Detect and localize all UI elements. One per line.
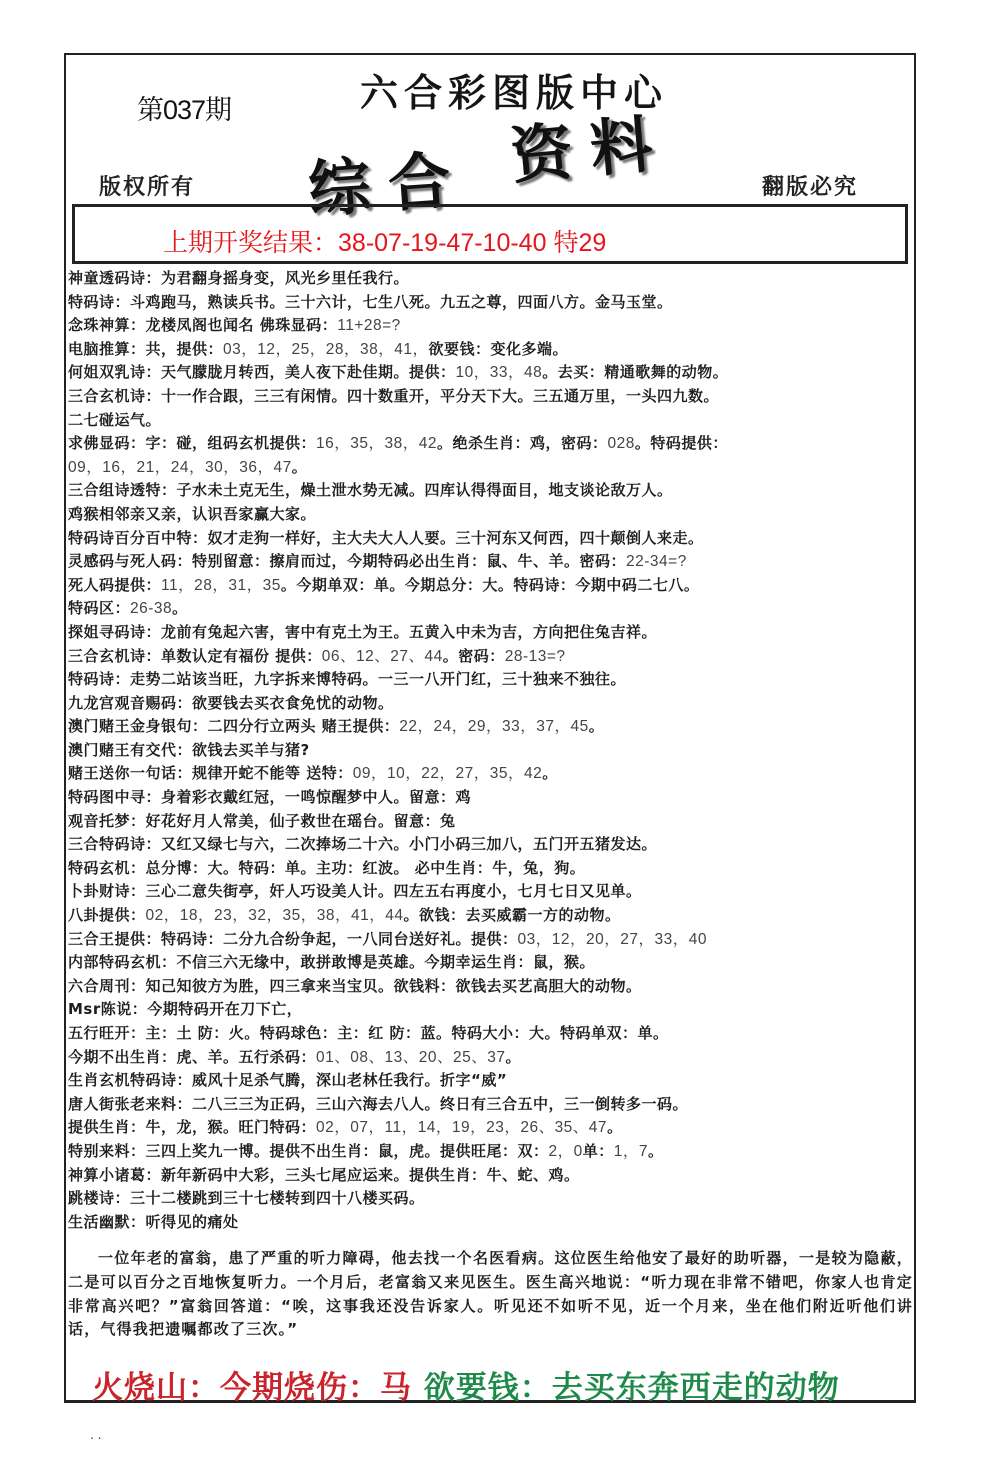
line-label: 澳门赌王有交代： <box>68 740 193 759</box>
line-text: 总分博：大。特码：单。主功：红波。 必中生肖：牛，兔，狗。 <box>145 858 586 877</box>
line-text: 龙前有兔起六害，害中有克土为王。五黄入中未为吉，方向把住兔吉祥。 <box>161 622 658 641</box>
content-line <box>68 1164 913 1188</box>
content-line <box>68 314 913 338</box>
line-text: 特码诗：二分九合纷争起，一八同台送好礼。提供：03，12，20，27，33，40 <box>161 929 707 948</box>
line-label: 三合特码诗： <box>68 835 162 854</box>
footer-green-text: 欲要钱：去买东奔西走的动物 <box>423 1370 840 1406</box>
line-text: 走势二站该当旺，九字拆来博特码。一三一八开门红，三十独来不独往。 <box>130 670 627 689</box>
content-line <box>68 574 913 598</box>
line-label: 神算小诸葛： <box>68 1165 162 1184</box>
line-label: 今期不出生肖： <box>68 1047 177 1066</box>
content-line <box>68 810 913 834</box>
line-label: 念珠神算： <box>68 316 146 335</box>
line-label: 跳楼诗： <box>68 1189 131 1208</box>
line-text: 为君翻身摇身变，风光乡里任我行。 <box>161 269 410 287</box>
line-text: 三心二意失街亭，奸人巧设美人计。四左五右再度小，七月七日又见单。 <box>145 882 642 901</box>
content-line <box>68 1187 913 1211</box>
publisher-title: 六合彩图版中心 <box>360 71 669 115</box>
main-title-part1: 综合 <box>305 142 471 227</box>
copyright-right: 翻版必究 <box>762 175 859 200</box>
line-text: 二八三三为正码，三山六海去八人。终日有三合五中，三一倒转多一码。 <box>192 1094 689 1113</box>
line-label: 唐人街张老来料： <box>68 1094 193 1113</box>
content-line <box>68 1046 913 1070</box>
line-label: 灵感码与死人码： <box>68 552 193 571</box>
content-line <box>68 998 913 1022</box>
line-label: 生肖玄机特码诗： <box>68 1071 193 1090</box>
line-text: 虎、羊。五行杀码：01、08、13、20、25、37。 <box>176 1047 521 1066</box>
line-label: 八卦提供： <box>68 906 146 925</box>
last-result-numbers: 38-07-19-47-10-40 <box>338 229 547 257</box>
line-text: 子水未土克无生，燥土泄水势无减。四库认得得面目，地支谈论敌万人。 <box>176 481 673 500</box>
line-text: 特别留意：擦肩而过，今期特码必出生肖：鼠、牛、羊。密码：22-34=? <box>192 552 687 571</box>
line-label: 三合组诗透特： <box>68 481 177 500</box>
line-label: 探姐寻码诗： <box>68 622 162 641</box>
content-line <box>68 762 913 786</box>
trailing-marks: . . <box>90 1428 102 1442</box>
content-line <box>68 928 913 952</box>
content-line <box>68 527 913 551</box>
last-result-label: 上期开奖结果： <box>163 229 339 257</box>
line-text: 牛，龙，猴。旺门特码：02，07，11，14，19，23，26、35、47。 <box>145 1118 623 1137</box>
content-line <box>68 975 913 999</box>
line-text: 龙楼凤阁也闻名 佛珠显码：11+28=? <box>145 316 401 335</box>
line-label: 特码玄机： <box>68 858 146 877</box>
content-line <box>68 1069 913 1093</box>
line-label: 九龙宫观音赐码： <box>68 693 193 712</box>
content-line <box>68 668 913 692</box>
content-line <box>68 550 913 574</box>
line-label: 赌王送你一句话： <box>68 764 193 783</box>
line-label: 观音托梦： <box>68 811 146 830</box>
line-text: 11，28，31，35。今期单双：单。今期总分：大。特码诗：今期中码二七八。 <box>161 575 700 594</box>
line-text: 听得见的痛处 <box>145 1212 239 1231</box>
line-label: 特别来料： <box>68 1141 146 1160</box>
line-label: 生活幽默： <box>68 1212 146 1231</box>
line-label: 神童透码诗： <box>68 269 162 287</box>
content-line <box>68 409 913 433</box>
content-line <box>68 880 913 904</box>
line-text: 身着彩衣戴红冠，一鸣惊醒梦中人。留意：鸡 <box>161 788 472 807</box>
line-label: 何姐双乳诗： <box>68 363 162 382</box>
content-line <box>68 456 913 480</box>
main-title-part2: 资料 <box>507 106 674 193</box>
line-text: 威风十足杀气腾，深山老林任我行。折字“威” <box>192 1071 508 1090</box>
line-label: 三合玄机诗： <box>68 386 162 405</box>
content-line <box>68 621 913 645</box>
line-label: 电脑推算： <box>68 339 146 358</box>
content-line <box>68 739 913 763</box>
content-line <box>68 951 913 975</box>
line-label: 求佛显码： <box>68 434 146 453</box>
line-label: 死人码提供： <box>68 575 162 594</box>
line-text: 知己知彼方为胜，四三拿来当宝贝。欲钱料：欲钱去买艺高胆大的动物。 <box>145 976 642 995</box>
content-line <box>68 597 913 621</box>
last-result <box>163 223 606 259</box>
line-label: 卜卦财诗： <box>68 882 146 901</box>
content-line <box>68 1140 913 1164</box>
content-line <box>68 1022 913 1046</box>
last-result-special: 特29 <box>553 229 607 257</box>
content-lines <box>68 267 913 1234</box>
content-line <box>68 786 913 810</box>
line-text: 不信三六无缘中，敢拼敢博是英雄。今期幸运生肖：鼠，猴。 <box>176 953 596 972</box>
content-line <box>68 338 913 362</box>
line-label: 提供生肖： <box>68 1118 146 1137</box>
content-line <box>68 479 913 503</box>
line-text: 单数认定有福份 提供：06、12、27、44。密码：28-13=? <box>161 646 566 665</box>
line-text: 02，18，23，32，35，38，41，44。欲钱：去买威霸一方的动物。 <box>145 906 621 925</box>
line-text: 十一作合跟，三三有闲情。四十数重开，平分天下大。三五通万里，一头四九数。 <box>161 386 720 405</box>
content-line <box>68 857 913 881</box>
line-label: 特码图中寻： <box>68 788 162 807</box>
line-label: Msr陈说： <box>68 1000 148 1019</box>
issue-number: 第037期 <box>137 95 232 125</box>
line-label: 特码诗： <box>68 670 131 689</box>
humor-story <box>68 1247 913 1342</box>
content-line <box>68 1211 913 1235</box>
content-line <box>68 385 913 409</box>
footer-banner <box>92 1362 840 1407</box>
line-text: 二七碰运气。 <box>68 410 162 429</box>
line-text: 09，16，21，24，30，36，47。 <box>68 457 308 476</box>
line-text: 字：碰，组码玄机提供：16，35，38，42。绝杀生肖：鸡，密码：028。特码提供： <box>145 434 728 453</box>
content-line <box>68 1093 913 1117</box>
content-line <box>68 291 913 315</box>
line-text: 天气朦胧月转西，美人夜下赴佳期。提供：10，33，48。去买：精通歌舞的动物。 <box>161 363 729 382</box>
line-text: 好花好月人常美，仙子救世在瑶台。留意：兔 <box>145 811 456 830</box>
footer-red-text: 火烧山：今期烧伤：马 <box>92 1370 412 1406</box>
content-line <box>68 503 913 527</box>
line-label: 五行旺开： <box>68 1024 146 1042</box>
line-text: 又红又绿七与六，二次捧场二十六。小门小码三加八，五门开五猪发达。 <box>161 835 658 854</box>
content-line <box>68 715 913 739</box>
line-text: 二四分行立两头 赌王提供：22，24，29，33，37，45。 <box>207 717 605 736</box>
content-line <box>68 361 913 385</box>
line-text: 欲要钱去买衣食免忧的动物。 <box>192 693 394 712</box>
story-text: 一位年老的富翁，患了严重的听力障碍，他去找一个名医看病。这位医生给他安了最好的助听器，一是较为隐蔽，二是可以百分之百地恢复听力。一个月后，老富翁又来见医生。医生高兴地说：“听力现在非常不错吧，你家人也肯定非常高兴吧？”富翁回答道：“唉，这事我还没告诉家人。听见还不如听不见，近一个月来，坐在他们附近听他们讲话，气得我把遗嘱都改了三次。” <box>68 1249 913 1339</box>
line-label: 特码区： <box>68 599 131 618</box>
line-text: 规律开蛇不能等 送特：09，10，22，27，35，42。 <box>192 764 558 783</box>
line-text: 26-38。 <box>130 599 188 618</box>
line-text: 鸡猴相邻亲又亲，认识吾家赢大家。 <box>68 504 317 523</box>
line-text: 奴才走狗一样好，主大夫大人人要。三十河东又何西，四十颠倒人来走。 <box>207 528 704 547</box>
content-line <box>68 267 913 291</box>
line-text: 主：土 防：火。特码球色：主：红 防：蓝。特码大小：大。特码单双：单。 <box>145 1024 669 1042</box>
line-text: 三四上奖九一博。提供不出生肖：鼠，虎。提供旺尾：双：2，0单：1，7。 <box>145 1141 664 1160</box>
line-text: 三十二楼跳到三十七楼转到四十八楼买码。 <box>130 1189 425 1208</box>
line-text: 共，提供：03，12，25，28，38，41，欲要钱：变化多端。 <box>145 339 568 358</box>
line-label: 三合玄机诗： <box>68 646 162 665</box>
line-label: 三合王提供： <box>68 929 162 948</box>
line-label: 六合周刊： <box>68 976 146 995</box>
content-line <box>68 1116 913 1140</box>
line-label: 特码诗： <box>68 292 131 311</box>
line-text: 欲钱去买羊与猪? <box>192 740 310 759</box>
line-label: 特码诗百分百中特： <box>68 528 208 547</box>
line-text: 今期特码开在刀下亡， <box>147 1000 303 1019</box>
copyright-left: 版权所有 <box>99 175 196 200</box>
content-line <box>68 904 913 928</box>
line-text: 斗鸡跑马，熟读兵书。三十六计，七生八死。九五之尊，四面八方。金马玉堂。 <box>130 292 673 311</box>
line-label: 内部特码玄机： <box>68 953 177 972</box>
line-text: 新年新码中大彩，三头七尾应运来。提供生肖：牛、蛇、鸡。 <box>161 1165 580 1184</box>
line-label: 澳门赌王金身银句： <box>68 717 208 736</box>
content-line <box>68 645 913 669</box>
content-line <box>68 432 913 456</box>
content-line <box>68 692 913 716</box>
content-line <box>68 833 913 857</box>
